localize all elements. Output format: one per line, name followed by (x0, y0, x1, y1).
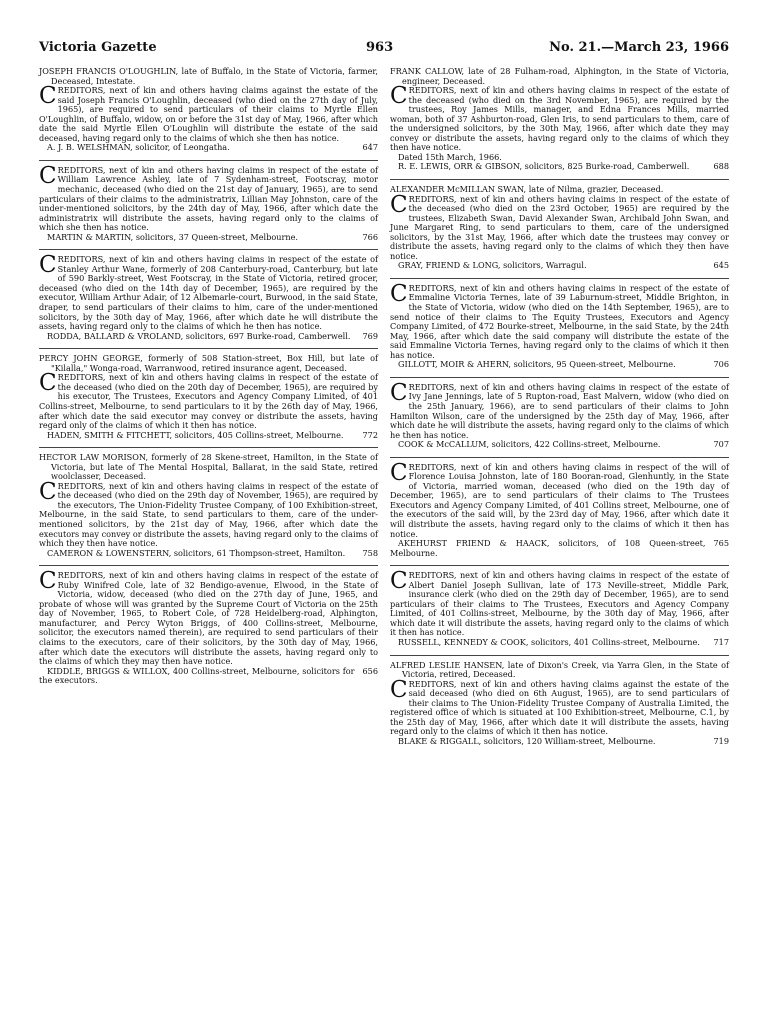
notice-title: HECTOR LAW MORISON, formerly of 28 Skene-street, Hamilton, in the State of Victoria, but late of The Mental Hospital, Ballarat, in the said State, retired woolclasser, Deceased. (39, 452, 378, 482)
notice-body: CREDITORS, next of kin and others having claims in respect of the estate of the deceased (who died on the 3rd November, 1965), are required by the trustees, Roy James Mills, manager, and Edna Frances Mills, married woman, both of 37 Ashburton-road, Glen Iris, to send particulars to them, care of the undersigned solicitors, by the 30th May, 1966, after which date they may convey or distribute the assets, having regard only to the claims of which they then have notice. (390, 83, 729, 153)
estate-notice (39, 162, 378, 242)
divider (39, 565, 378, 566)
estate-notice (390, 67, 729, 172)
issue-date: No. 21.—March 23, 1966 (549, 40, 729, 55)
signature-text: RODDA, BALLARD & VROLAND, solicitors, 697 Burke-road, Camberwell. (47, 330, 351, 341)
notice-body: CREDITORS, next of kin and others having claims in respect of the estate of the deceased (who died on the 23rd October, 1965) are required by the trustees, Elizabeth Swan, David Alexander Swan, Archibald John Swan, and June Margaret Ring, to send particulars to them, care of the undersigned solicitors, by the 31st May, 1966, after which date the trustees may convey or distribute the assets, having regard only to the claims of which they then have notice. (390, 191, 729, 261)
publication-title: Victoria Gazette (39, 40, 157, 55)
page-header (39, 40, 729, 56)
notice-title: FRANK CALLOW, late of 28 Fulham-road, Alphington, in the State of Victoria, engineer, Deceased. (390, 66, 729, 86)
notice-number: 706 (713, 359, 729, 370)
estate-notice (390, 568, 729, 647)
notice-signature (390, 360, 729, 370)
divider (39, 447, 378, 448)
notice-title: PERCY JOHN GEORGE, formerly of 508 Station-street, Box Hill, but late of "Kilalla," Wonga-road, Warranwood, retired insurance agent, Deceased. (39, 353, 378, 373)
notice-number: 647 (362, 142, 378, 153)
divider (390, 179, 729, 180)
notice-number: 717 (713, 636, 729, 647)
notice-body: CREDITORS, next of kin and others having claims in respect of the estate of Stanley Arthur Wane, formerly of 208 Canterbury-road, Canterbury, but late of 590 Barkly-street, West Footscray, in the State of Victoria, retired grocer, deceased (who died on the 14th day of December, 1965), are required by the executor, William Arthur Adair, of 12 Albemarle-court, Burwood, in the said State, draper, to send particulars of their claims to him, care of the under-mentioned solicitors, by the 30th day of May, 1966, after which date he will distribute the assets, having regard only to the claims of which he then has notice. (39, 252, 378, 332)
notice-signature (390, 638, 729, 648)
divider (390, 565, 729, 566)
signature-text: A. J. B. WELSHMAN, solicitor, of Leongatha. (47, 142, 230, 153)
estate-notice (390, 379, 729, 450)
estate-notice (39, 67, 378, 153)
notice-number: 719 (713, 735, 729, 746)
notice-number: 707 (713, 439, 729, 450)
left-column (39, 67, 378, 693)
notice-body: CREDITORS, next of kin and others having claims in respect of the estate of Emmaline Victoria Ternes, late of 39 Laburnum-street, Middle Brighton, in the State of Victoria, widow (who died on the 14th September, 1965), are to send notice of their claims to The Equity Trustees, Executors and Agency Company Limited, of 472 Bourke-street, Melbourne, in the said State, by the 24th May, 1966, after which date the said company will distribute the estate of the said Emmaline Victoria Ternes, having regard only to the claims of which it then has notice. (390, 280, 729, 360)
notice-title: ALEXANDER McMILLAN SWAN, late of Nilma, grazier, Deceased. (390, 184, 664, 195)
estate-notice (39, 568, 378, 686)
signature-text: RUSSELL, KENNEDY & COOK, solicitors, 401 Collins-street, Melbourne. (398, 636, 700, 647)
divider (39, 160, 378, 161)
signature-text: COOK & McCALLUM, solicitors, 422 Collins-street, Melbourne. (398, 439, 661, 450)
notice-signature (39, 549, 378, 559)
estate-notice (390, 280, 729, 370)
notice-number: 772 (362, 429, 378, 440)
signature-text: GILLOTT, MOIR & AHERN, solicitors, 95 Queen-street, Melbourne. (398, 359, 676, 370)
estate-notice (39, 252, 378, 341)
notice-body: CREDITORS, next of kin and others having claims in respect of the estate of William Lawrence Ashley, late of 7 Sydenham-street, Footscray, motor mechanic, deceased (who died on the 21st day of January, 1965), are to send particulars of their claims to the administratrix, Lillian May Johnston, care of the under-mentioned solicitors, by the 24th day of May, 1966, after which date the administratrix will distribute the assets, having regard only to the claims of which she then has notice. (39, 162, 378, 233)
estate-notice (390, 661, 729, 747)
estate-notice (390, 185, 729, 271)
divider (39, 249, 378, 250)
notice-title: JOSEPH FRANCIS O'LOUGHLIN, late of Buffalo, in the State of Victoria, farmer, Deceased, Intestate. (39, 66, 378, 86)
estate-notice (39, 354, 378, 440)
notice-body: CREDITORS, next of kin and others having claims in respect of the estate of Albert Daniel Joseph Sullivan, late of 173 Neville-street, Middle Park, insurance clerk (who died on the 29th day of December, 1965), are to send particulars of their claims to The Trustees, Executors and Agency Company Limited, of 401 Collins-street, Melbourne, by the 30th day of May, 1966, after which date it will distribute the assets, having regard only to the claims of which it then has notice. (390, 568, 729, 638)
notice-body: CREDITORS, next of kin and others having claims in respect of the will of Florence Louisa Johnston, late of 180 Booran-road, Glenhuntly, in the State of Victoria, married woman, deceased (who died on the 19th day of December, 1965), are to send particulars of their claims to The Trustees Executors and Agency Company Limited, of 401 Collins street, Melbourne, one of the executors of the said will, by the 23rd day of May, 1966, after which date it will distribute the assets, having regard only to the claims of which it then has notice. (390, 459, 729, 539)
divider (390, 278, 729, 279)
notice-signature (39, 332, 378, 342)
divider (390, 377, 729, 378)
notice-signature (390, 261, 729, 271)
notice-title: ALFRED LESLIE HANSEN, late of Dixon's Creek, via Yarra Glen, in the State of Victoria, retired, Deceased. (390, 659, 729, 680)
signature-text: KIDDLE, BRIGGS & WILLOX, 400 Collins-street, Melbourne, solicitors for the executors. (39, 665, 355, 686)
notice-signature (390, 737, 729, 747)
signature-text: AKEHURST FRIEND & HAACK, solicitors, of 108 Queen-street, Melbourne. (390, 538, 706, 558)
notice-number: 765 (713, 538, 729, 549)
notice-body: CREDITORS, next of kin and others having claims in respect of the estate of the deceased (who died on the 20th day of December, 1965), are required by his executor, The Trustees, Executors and Agency Company Limited, of 401 Collins-street, Melbourne, to send particulars to it by the 26th day of May, 1966, after which date the said executor may convey or distribute the assets, having regard only of the claims of which it then has notice. (39, 370, 378, 431)
notice-number: 758 (362, 547, 378, 558)
notice-signature (390, 539, 729, 558)
signature-text: CAMERON & LOWENSTERN, solicitors, 61 Thompson-street, Hamilton. (47, 547, 346, 558)
right-column (390, 67, 729, 753)
notice-signature (39, 431, 378, 441)
divider (390, 457, 729, 458)
estate-notice (390, 459, 729, 558)
divider (390, 655, 729, 656)
divider (39, 348, 378, 349)
notice-body: CREDITORS, next of kin and others having claims in respect of the estate of the deceased (who died on the 29th day of November, 1965), are required by the executors, The Union-Fidelity Trustee Company, of 100 Exhibition-street, Melbourne, in the said State, to send particulars to them, care of the under-mentioned solicitors, by the 21st day of May, 1966, after which date the executors may convey or distribute the assets, having regard only to the claims of which they then have notice. (39, 478, 378, 549)
notice-body: CREDITORS, next of kin and others having claims against the estate of the said deceased (who died on 6th August, 1965), are to send particulars of their claims to The Union-Fidelity Trustee Company of Australia Limited, the registered office of which is situated at 100 Exhibition-street, Melbourne, C.1, by the 25th day of May, 1966, after which date it will distribute the assets, having regard only to the claims of which it then has notice. (390, 676, 729, 737)
notice-signature (39, 667, 378, 686)
page-number: 963 (366, 40, 394, 55)
signature-text: GRAY, FRIEND & LONG, solicitors, Warragul. (398, 260, 587, 271)
notice-number: 645 (713, 260, 729, 271)
signature-text: MARTIN & MARTIN, solicitors, 37 Queen-street, Melbourne. (47, 231, 298, 242)
notice-number: 656 (362, 665, 378, 676)
notice-signature (390, 440, 729, 450)
signature-text: HADEN, SMITH & FITCHETT, solicitors, 405 Collins-street, Melbourne. (47, 429, 344, 440)
notice-signature (39, 233, 378, 243)
notice-body: CREDITORS, next of kin and others having claims against the estate of the said Joseph Francis O'Loughlin, deceased (who died on the 27th day of July, 1965), are required to send particulars of their claims to Myrtle Ellen O'Loughlin, of Buffalo, widow, on or before the 31st day of May, 1966, after which date the said Myrtle Ellen O'Loughlin will distribute the estate of the said deceased, having regard only to the claims of which she then has notice. (39, 83, 378, 143)
notice-number: 766 (362, 231, 378, 242)
notice-body: CREDITORS, next of kin and others having claims in respect of the estate of Ruby Winifred Cole, late of 32 Bendigo-avenue, Elwood, in the State of Victoria, widow, deceased (who died on the 27th day of June, 1965, and probate of whose will was granted by the Supreme Court of Victoria on the 25th day of November, 1965, to Robert Cole, of 728 Heidelberg-road, Alphington, manufacturer, and Percy Wyton Briggs, of 400 Collins-street, Melbourne, solicitor, the executors named therein), are required to send particulars of their claims to the executors, care of their solicitors, by the 30th day of May, 1966, after which date the executors will distribute the assets, having regard only to the claims of which they may then have notice. (39, 568, 378, 667)
notice-number: 769 (362, 330, 378, 341)
notice-signature (390, 162, 729, 172)
signature-text: BLAKE & RIGGALL, solicitors, 120 William-street, Melbourne. (398, 735, 656, 746)
estate-notice (39, 453, 378, 558)
notice-dated: Dated 15th March, 1966. (398, 151, 502, 162)
signature-text: R. E. LEWIS, ORR & GIBSON, solicitors, 825 Burke-road, Camberwell. (398, 161, 690, 172)
notice-body: CREDITORS, next of kin and others having claims in respect of the estate of Ivy Jane Jennings, late of 5 Rupton-road, East Malvern, widow (who died on the 25th January, 1966), are to send particulars of their claims to John Hamilton Wilson, care of the undersigned by the 25th day of May, 1966, after which date he will distribute the assets, having regard only to the claims of which he then has notice. (390, 379, 729, 440)
notice-signature (39, 143, 378, 153)
notice-number: 688 (713, 161, 729, 172)
